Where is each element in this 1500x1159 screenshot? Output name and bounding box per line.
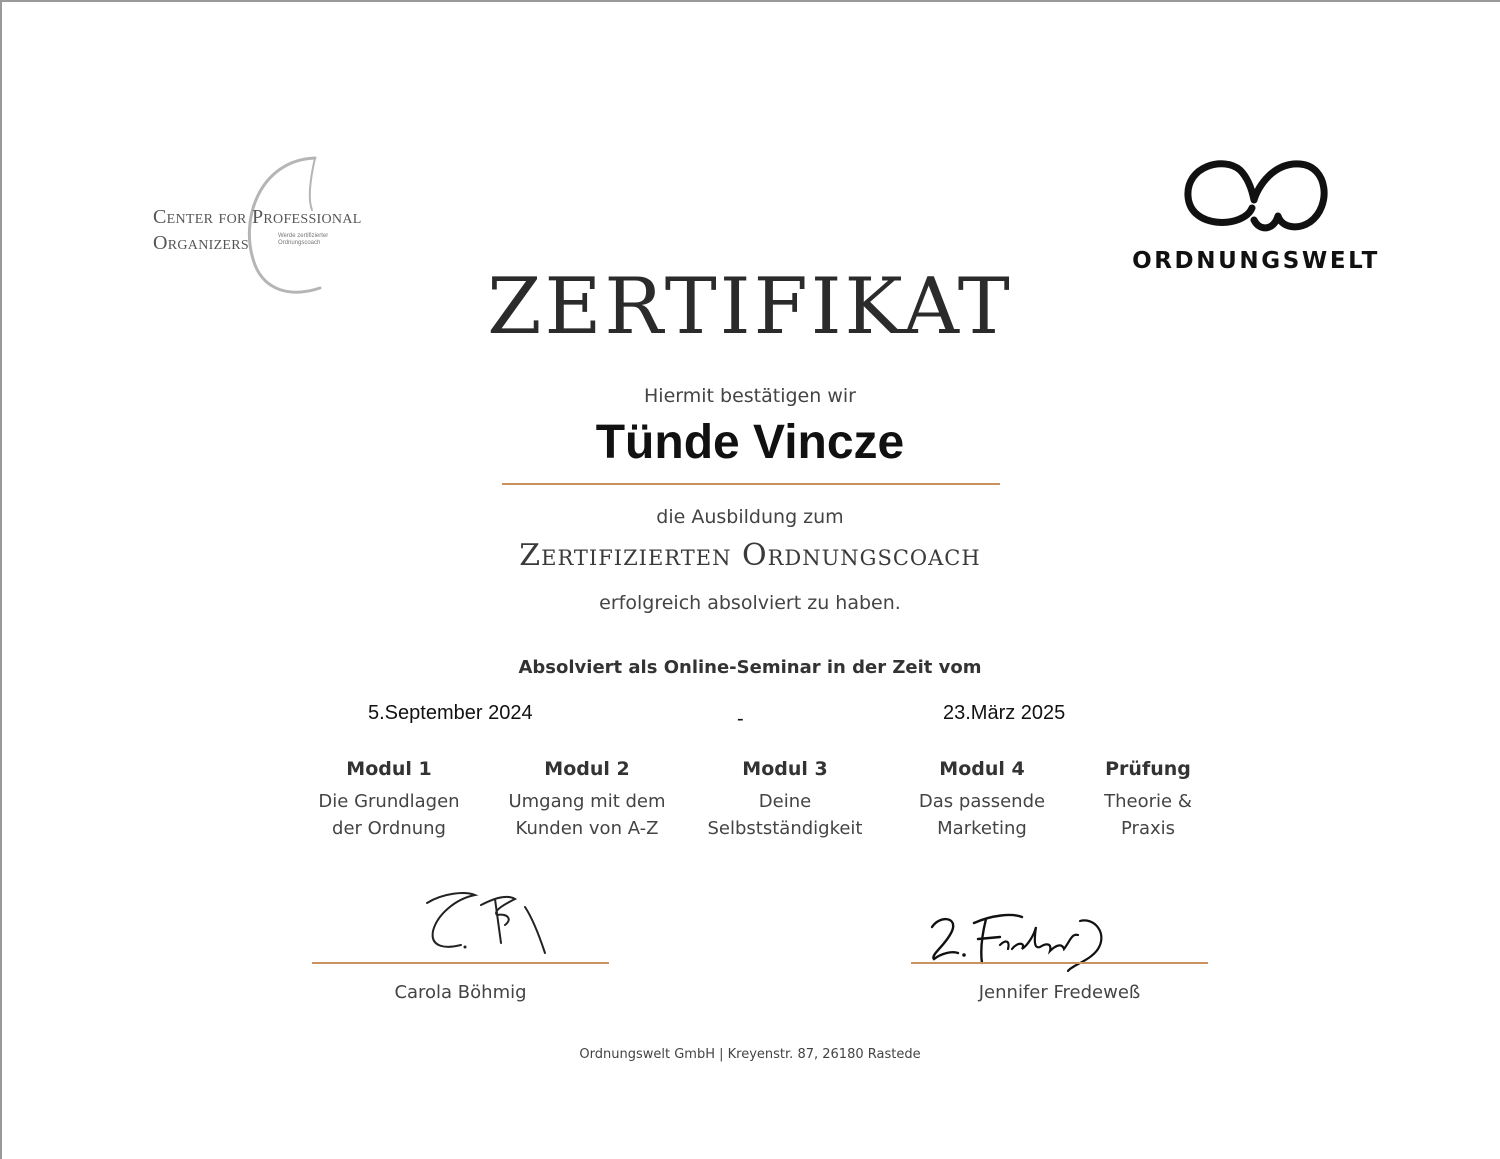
ordnungswelt-wordmark: ORDNUNGSWELT xyxy=(1132,248,1380,274)
module-title: Modul 2 xyxy=(544,758,630,780)
logo-subtext: Werde zertifizierter Ordnungscoach xyxy=(278,233,329,246)
signature-right-name: Jennifer Fredeweß xyxy=(978,982,1141,1003)
date-end: 23.März 2025 xyxy=(943,702,1066,724)
module-desc-line1: Deine xyxy=(758,791,812,812)
date-separator: - xyxy=(737,708,744,730)
certificate-title: ZERTIFIKAT xyxy=(487,262,1013,352)
infinity-loops-icon xyxy=(1182,156,1332,236)
exam-module xyxy=(1048,758,1248,842)
module-desc-line1: Die Grundlagen xyxy=(318,791,460,812)
footer-address: Ordnungswelt GmbH | Kreyenstr. 87, 26180 Rastede xyxy=(579,1047,921,1062)
signature-left-name: Carola Böhmig xyxy=(394,982,527,1003)
degree-title: Zertifizierten Ordnungscoach xyxy=(519,538,981,573)
signature-left-line xyxy=(312,962,609,964)
module-desc-line2: Selbstständigkeit xyxy=(707,818,863,839)
training-text: die Ausbildung zum xyxy=(656,506,844,528)
signature-right-image xyxy=(922,905,1112,977)
confirm-text: Hiermit bestätigen wir xyxy=(644,385,856,407)
online-seminar-text: Absolviert als Online-Seminar in der Zeit vom xyxy=(518,657,982,678)
module-2 xyxy=(487,758,687,842)
signature-right-line xyxy=(911,962,1208,964)
module-desc-line2: Marketing xyxy=(937,818,1027,839)
module-1 xyxy=(289,758,489,842)
module-desc-line2: Kunden von A-Z xyxy=(515,818,659,839)
module-desc-line1: Theorie & xyxy=(1104,791,1192,812)
module-title: Modul 1 xyxy=(346,758,432,780)
module-3 xyxy=(685,758,885,842)
success-text: erfolgreich absolviert zu haben. xyxy=(599,592,901,614)
recipient-name: Tünde Vincze xyxy=(595,416,905,469)
logo-line-1: Center for Professional xyxy=(153,206,362,228)
ordnungswelt-logo xyxy=(1120,150,1400,280)
module-desc-line2: der Ordnung xyxy=(332,818,446,839)
module-title: Prüfung xyxy=(1105,758,1191,780)
module-title: Modul 4 xyxy=(939,758,1025,780)
name-underline xyxy=(502,483,1000,485)
module-desc-line1: Umgang mit dem xyxy=(508,791,666,812)
module-desc-line2: Praxis xyxy=(1121,818,1175,839)
module-desc-line1: Das passende xyxy=(918,791,1046,812)
logo-line-2: Organizers xyxy=(153,232,250,254)
date-start: 5.September 2024 xyxy=(368,702,533,724)
module-title: Modul 3 xyxy=(742,758,828,780)
signature-left-image xyxy=(415,885,565,960)
